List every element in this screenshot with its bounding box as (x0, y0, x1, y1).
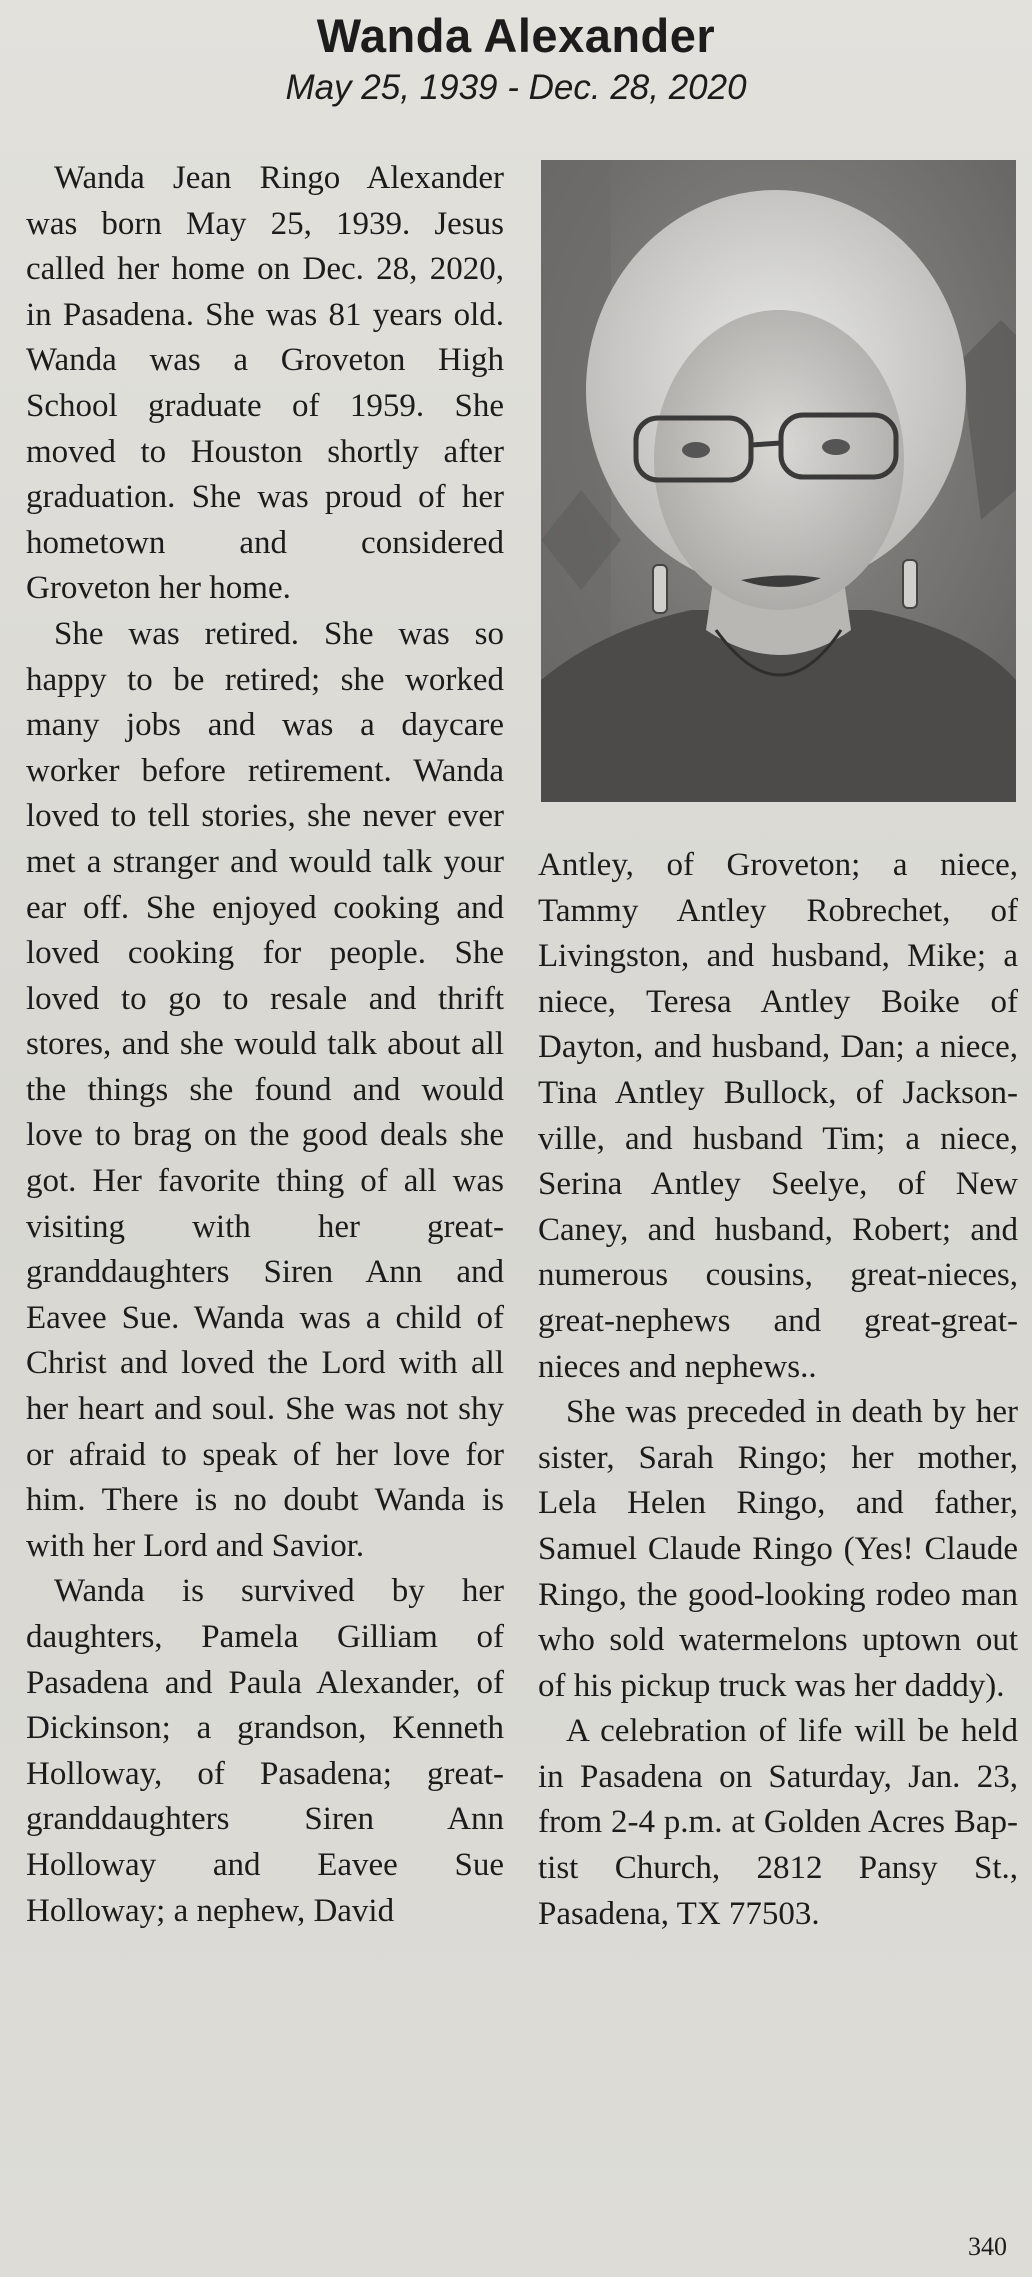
paragraph-biography: Wanda Jean Ringo Alexander was born May 25, 1939. Jesus called her home on Dec. 28, 2020, in Pasadena. She was 81 years old. Wanda was a Groveton High School graduate of 1959. She moved to Houston shortly after graduation. She was proud of her hometown and considered Groveton her home. (26, 160, 504, 607)
obituary-headline: Wanda Alexander (316, 9, 716, 62)
paragraph-retirement: She was retired. She was so happy to be retired; she worked many jobs and was a daycare worker before retirement. Wanda loved to tell stories, she never ever met a stranger and would talk your ear off. She enjoyed cooking and loved cooking for people. She loved to go to resale and thrift stores, and she would talk about all the things she found and would love to brag on the good deals she got. Her favorite thing of all was visiting with her great-granddaughters Siren Ann and Eavee Sue. Wanda was a child of Christ and loved the Lord with all her heart and soul. She was not shy or afraid to speak of her love for him. There is no doubt Wanda is with her Lord and Savior. (26, 615, 504, 1564)
life-dates: May 25, 1939 - Dec. 28, 2020 (285, 68, 747, 107)
page-number: 340 (968, 2232, 1007, 2261)
left-column (26, 156, 504, 1934)
paragraph-preceded-in-death: She was preceded in death by her sister, Sarah Ringo; her mother, Lela Helen Ringo, and father, Samuel Claude Ringo (Yes! Claude Ringo, the good-looking rodeo man who sold watermelons uptown out of his pickup truck was her daddy). (538, 1394, 1018, 1704)
paragraph-survivors-continued: Antley, of Groveton; a niece, Tammy Antley Robrechet, of Livingston, and husband, Mike; a niece, Teresa Antley Boike of Dayton, and husband, Dan; a niece, Tina Antley Bullock, of Jacksonville, and husband Tim; a niece, Serina Antley Seelye, of New Caney, and husband, Robert; and numerous cousins, great-nieces, great-nephews and great-great-nieces and nephews.. (538, 847, 1018, 1385)
right-column (538, 843, 1018, 1937)
portrait-photo (541, 160, 1016, 802)
paragraph-celebration: A celebration of life will be held in Pasadena on Saturday, Jan. 23, from 2-4 p.m. at Golden Acres Baptist Church, 2812 Pansy St., Pasadena, TX 77503. (538, 1713, 1018, 1932)
paragraph-survivors: Wanda is survived by her daughters, Pamela Gilliam of Pasadena and Paula Alexander, of Dickinson; a grandson, Kenneth Holloway, of Pasadena; great-granddaughters Siren Ann Holloway and Eavee Sue Holloway; a nephew, David (26, 1573, 504, 1929)
